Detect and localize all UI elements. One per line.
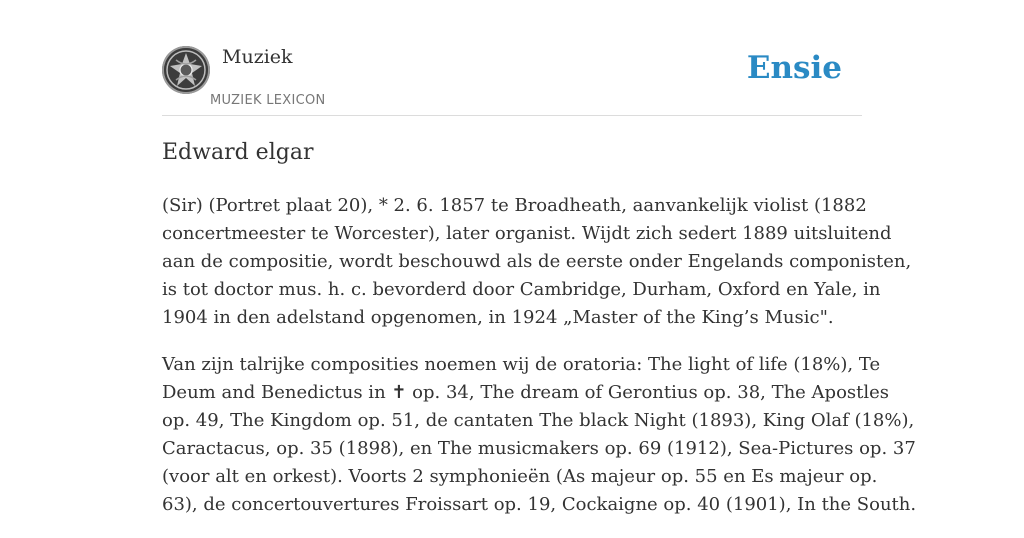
source-avatar[interactable] bbox=[162, 46, 210, 94]
ornament-emblem-icon bbox=[162, 46, 210, 94]
source-title-link[interactable]: Muziek bbox=[222, 46, 293, 68]
text-line: is tot doctor mus. h. c. bevorderd door Cambridge, Durham, Oxford en Yale, in bbox=[162, 279, 881, 300]
text-line: 63), de concertouvertures Froissart op. 19, Cockaigne op. 40 (1901), In the South. bbox=[162, 494, 917, 515]
article-paragraph bbox=[162, 192, 912, 332]
article-body bbox=[162, 192, 917, 538]
text-line: op. 49, The Kingdom op. 51, de cantaten The black Night (1893), King Olaf (18%), bbox=[162, 410, 915, 431]
article-title: Edward elgar bbox=[162, 140, 314, 165]
article-paragraph bbox=[162, 351, 917, 519]
brand-logo[interactable]: Ensie bbox=[746, 50, 842, 86]
text-line: Deum and Benedictus in ✝ op. 34, The dream of Gerontius op. 38, The Apostles bbox=[162, 382, 890, 403]
text-line: aan de compositie, wordt beschouwd als de eerste onder Engelands componisten, bbox=[162, 251, 912, 272]
source-header bbox=[162, 0, 862, 116]
text-line: (Sir) (Portret plaat 20), * 2. 6. 1857 te Broadheath, aanvankelijk violist (1882 bbox=[162, 195, 867, 216]
text-line: Van zijn talrijke composities noemen wij de oratoria: The light of life (18%), Te bbox=[162, 354, 881, 375]
text-line: (voor alt en orkest). Voorts 2 symphonieën (As majeur op. 55 en Es majeur op. bbox=[162, 466, 878, 487]
text-line: concertmeester te Worcester), later organist. Wijdt zich sedert 1889 uitsluitend bbox=[162, 223, 892, 244]
source-subtitle: MUZIEK LEXICON bbox=[210, 93, 326, 108]
text-line: Caractacus, op. 35 (1898), en The musicmakers op. 69 (1912), Sea-Pictures op. 37 bbox=[162, 438, 916, 459]
header-divider bbox=[162, 115, 862, 116]
text-line: 1904 in den adelstand opgenomen, in 1924 „Master of the King’s Music". bbox=[162, 307, 834, 328]
